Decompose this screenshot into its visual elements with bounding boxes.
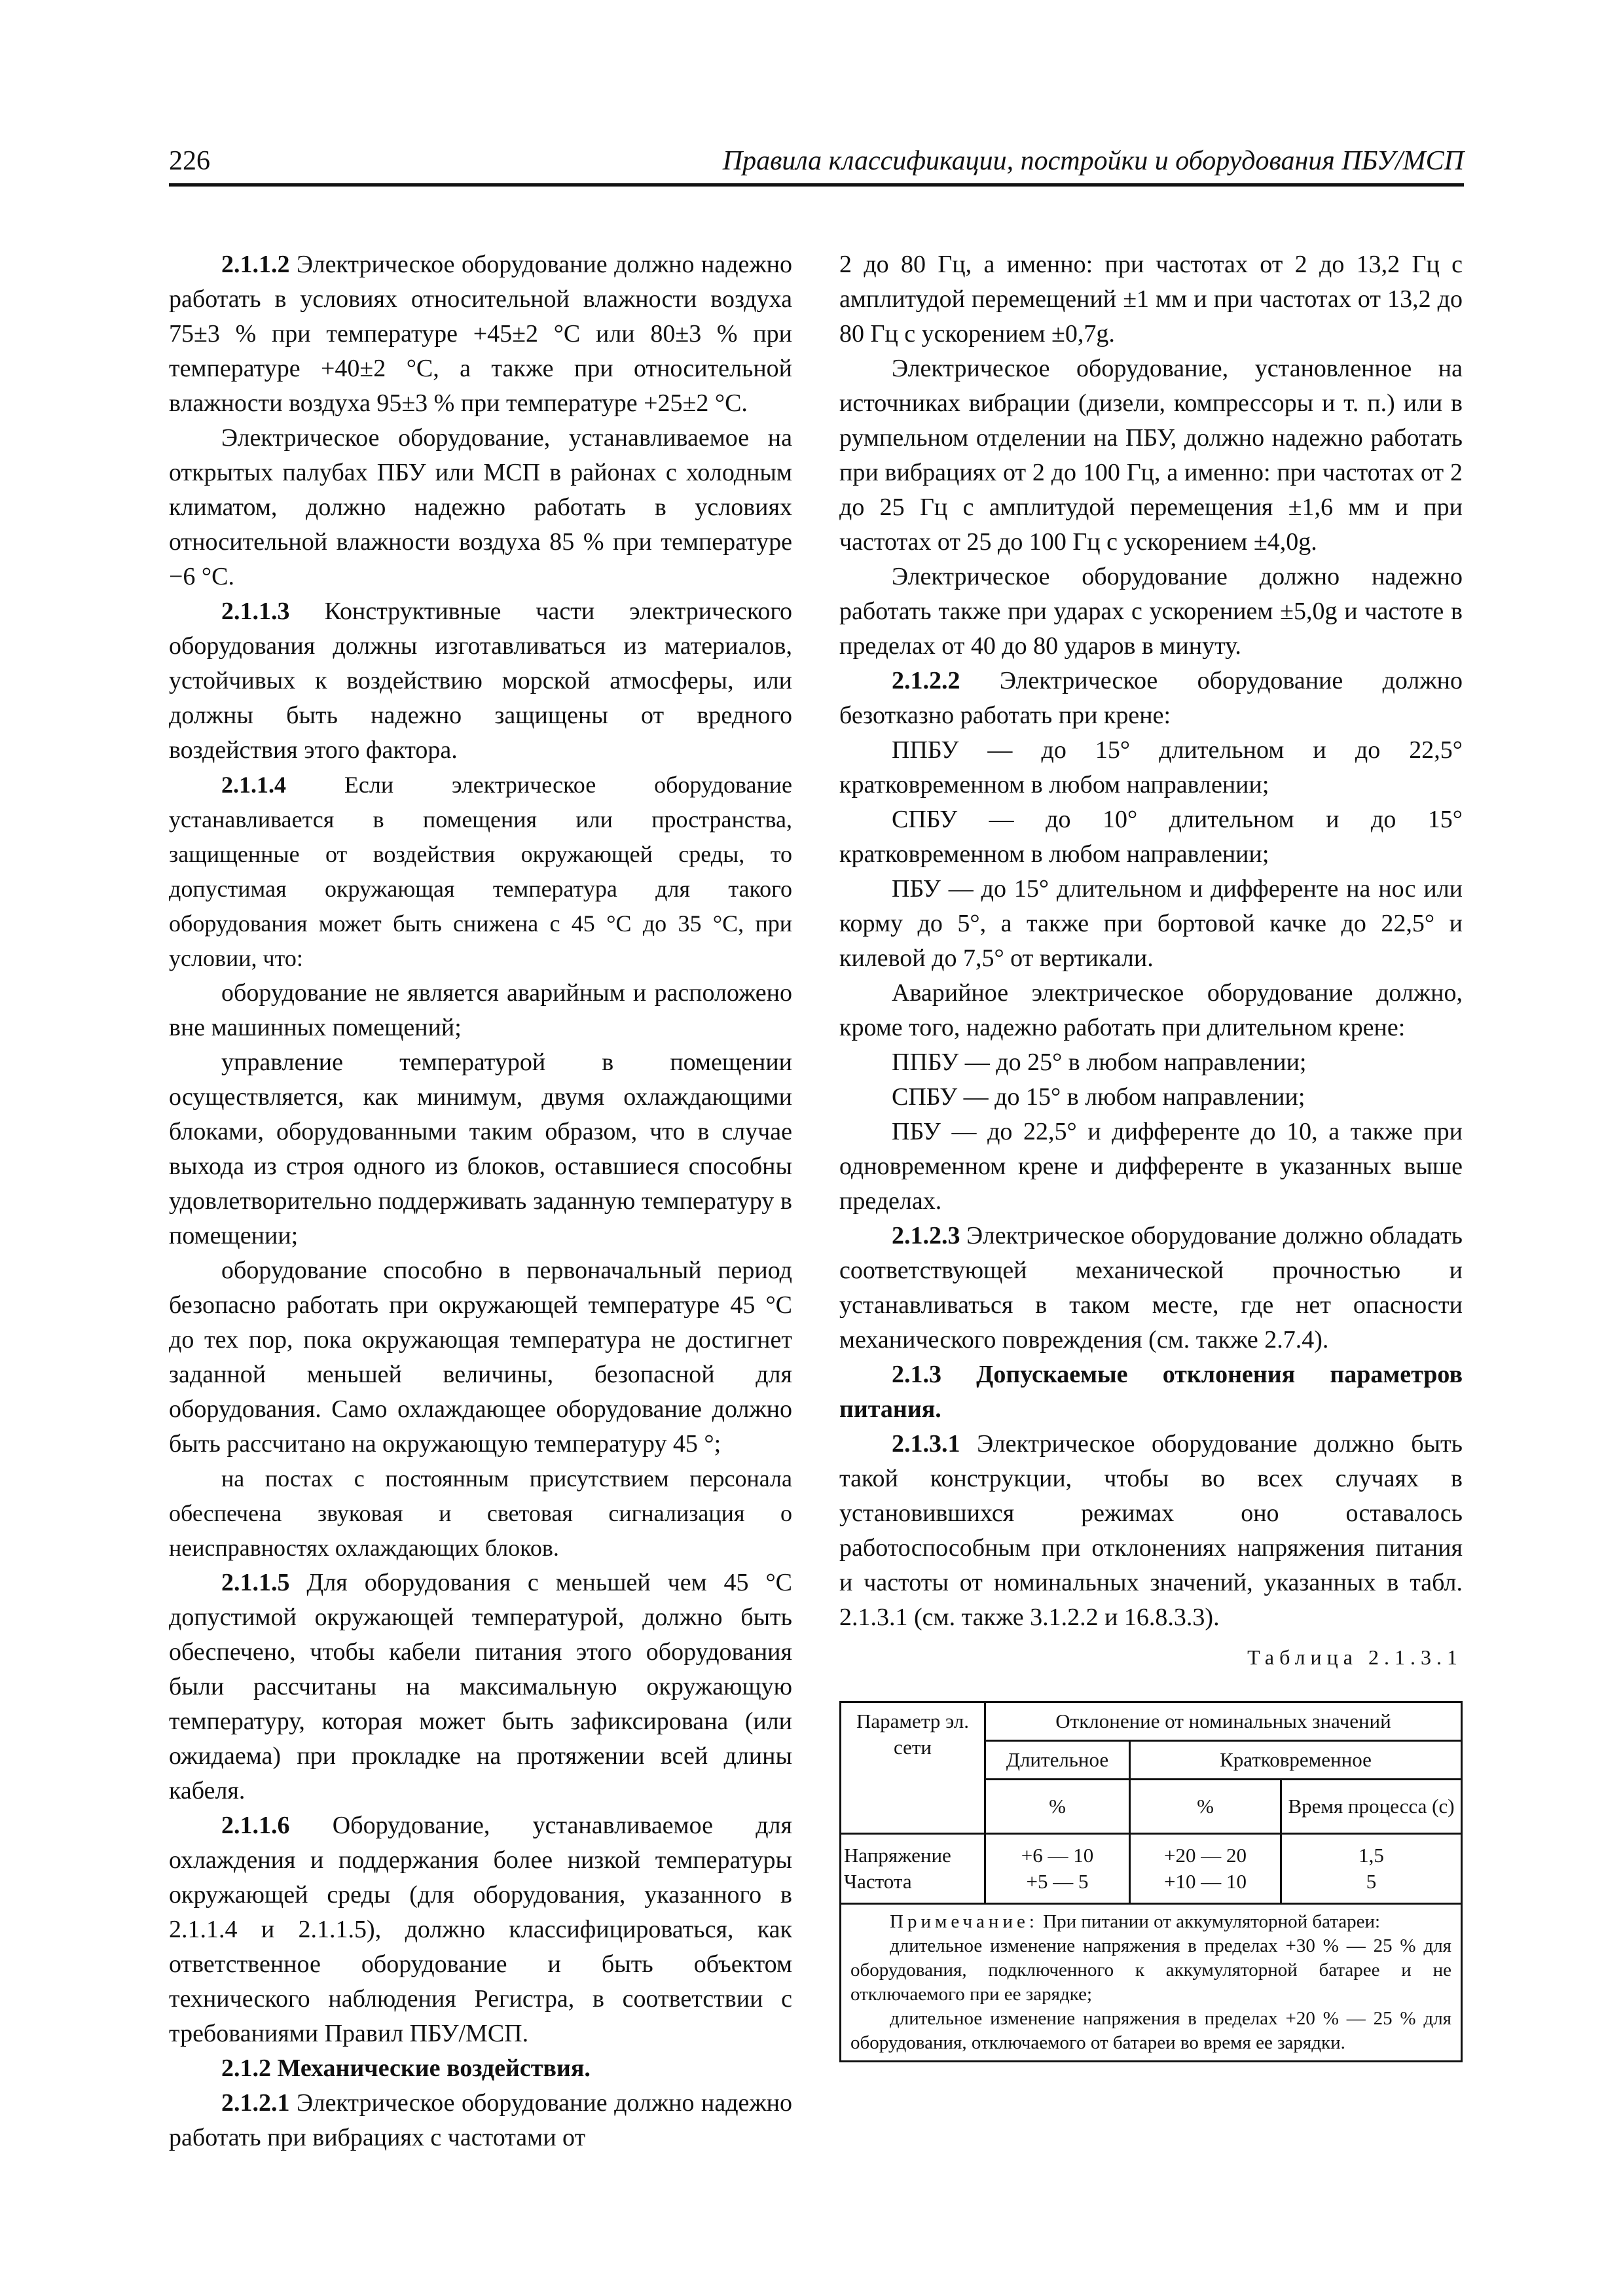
list-item: управление температурой в помещении осуществляется, как минимум, двумя охлаждающими блоками, оборудованными таким образом, что в случае выхода из строя одного из блоков, оставшиеся способны удовлетворительно поддерживать заданную температуру в помещении; <box>169 1049 792 1249</box>
paragraph-2-1-1-3: 2.1.1.3 Конструктивные части электрического оборудования должны изготавливаться из материалов, устойчивых к воздействию морской атмосферы, или должны быть надежно защищены от вредного воздействия этого фактора. <box>169 598 792 764</box>
running-title: Правила классификации, постройки и оборудования ПБУ/МСП <box>722 146 1464 176</box>
paragraph-2-1-1-5: 2.1.1.5 Для оборудования с меньшей чем 45 °С допустимой окружающей температурой, должно быть обеспечено, чтобы кабели питания этого оборудования были рассчитаны на максимальную окружающую температуру, которая может быть зафиксирована (или ожидаема) при прокладке на протяжении всей длины кабеля. <box>169 1569 792 1804</box>
header-cell: Параметр эл. сети <box>841 1702 985 1834</box>
table-cell <box>841 1834 985 1904</box>
table-row <box>841 1834 1462 1904</box>
paragraph-2-1-1-4: 2.1.1.4 Если электрическое оборудование устанавливается в помещения или пространства, защищенные от воздействия окружающей среды, то допустимая окружающая температура для такого оборудования может быть снижена с 45 °С до 35 °С, при условии, что: <box>169 772 792 971</box>
paragraph: 2 до 80 Гц, а именно: при частотах от 2 до 13,2 Гц с амплитудой перемещений ±1 мм и при частотах от 13,2 до 80 Гц с ускорением ±0,7g. <box>839 251 1463 348</box>
clause-number: 2.1.1.5 <box>221 1569 290 1596</box>
section-heading-2-1-3: 2.1.3 Допускаемые отклонения параметров питания. <box>839 1361 1463 1423</box>
header-cell: Отклонение от номинальных значений <box>985 1702 1462 1741</box>
clause-number: 2.1.2.2 <box>892 667 960 694</box>
paragraph: Электрическое оборудование, установленное на источниках вибрации (дизели, компрессоры и т. п.) или в румпельном отделении на ПБУ, должно надежно работать при вибрациях от 2 до 100 Гц, а именно: при частотах от 2 до 25 Гц с амплитудой перемещения ±1,6 мм и при частотах от 25 до 100 Гц с ускорением ±4,0g. <box>839 355 1463 556</box>
page-header <box>169 145 1464 187</box>
paragraph-2-1-1-6: 2.1.1.6 Оборудование, устанавливаемое для охлаждения и поддержания более низкой температуры окружающей среды (для оборудования, указанного в 2.1.1.4 и 2.1.1.5), должно классифицироваться, как ответственное оборудование и быть объектом технического наблюдения Регистра, в соответствии с требованиями Правил ПБУ/МСП. <box>169 1812 792 2047</box>
clause-number: 2.1.1.2 <box>221 251 290 278</box>
list-item: ППБУ — до 25° в любом направлении; <box>892 1049 1307 1076</box>
clause-number: 2.1.1.3 <box>221 598 290 625</box>
left-column <box>169 247 792 2155</box>
header-cell: % <box>1130 1780 1281 1834</box>
table-caption: Таблица 2.1.3.1 <box>1247 1645 1463 1669</box>
list-item: СПБУ — до 10° длительном и до 15° кратковременном в любом направлении; <box>839 806 1463 868</box>
list-item: ПБУ — до 22,5° и дифференте до 10, а также при одновременном крене и дифференте в указанных выше пределах. <box>839 1118 1463 1215</box>
paragraph-2-1-2-1: 2.1.2.1 Электрическое оборудование должно надежно работать при вибрациях с частотами от <box>169 2089 792 2151</box>
header-cell: Время процесса (с) <box>1281 1780 1462 1834</box>
paragraph: Электрическое оборудование должно надежно работать также при ударах с ускорением ±5,0g и частоте в пределах от 40 до 80 ударов в минуту. <box>839 563 1463 660</box>
right-column <box>839 247 1463 2062</box>
header-cell: Кратковременное <box>1130 1741 1462 1780</box>
clause-number: 2.1.1.6 <box>221 1812 290 1839</box>
paragraph-2-1-1-2: 2.1.1.2 Электрическое оборудование должно надежно работать в условиях относительной влажности воздуха 75±3 % при температуре +45±2 °С или 80±3 % при температуре +40±2 °С, а также при относительной влажности воздуха 95±3 % при температуре +25±2 °С. <box>169 251 792 417</box>
table-note: Примечание: При питании от аккумуляторной батареи: длительное изменение напряжения в пределах +30 % — 25 % для оборудования, подключенного к аккумуляторной батарее и не отключаемого при ее зарядке; длительное изменение напряжения в пределах +20 % — 25 % для оборудования, отключаемого от батареи во время ее зарядки. <box>841 1904 1462 2062</box>
list-item: оборудование не является аварийным и расположено вне машинных помещений; <box>169 979 792 1041</box>
clause-number: 2.1.1.4 <box>221 772 286 798</box>
row-name: Напряжение <box>844 1844 951 1867</box>
note-label: Примечание: <box>890 1911 1038 1932</box>
header-cell: % <box>985 1780 1130 1834</box>
paragraph: Аварийное электрическое оборудование должно, кроме того, надежно работать при длительном крене: <box>839 979 1463 1041</box>
clause-number: 2.1.2.1 <box>221 2089 290 2117</box>
row-name: Частота <box>844 1870 912 1893</box>
header-cell: Длительное <box>985 1741 1130 1780</box>
list-item: оборудование способно в первоначальный период безопасно работать при окружающей температуре 45 °С до тех пор, пока окружающая температура не достигнет заданной меньшей величины, безопасной для оборудования. Само охлаждающее оборудование должно быть рассчитано на окружающую температуру 45 °; <box>169 1257 792 1458</box>
list-item: СПБУ — до 15° в любом направлении; <box>892 1083 1305 1111</box>
table-cell: 1,5 5 <box>1281 1834 1462 1904</box>
clause-number: 2.1.2.3 <box>892 1222 960 1249</box>
list-item: на постах с постоянным присутствием персонала обеспечена звуковая и световая сигнализация о неисправностях охлаждающих блоков. <box>169 1465 792 1561</box>
paragraph-2-1-3-1: 2.1.3.1 Электрическое оборудование должно быть такой конструкции, чтобы во всех случаях в установившихся режимах оно оставалось работоспособным при отклонениях напряжения питания и частоты от номинальных значений, указанных в табл. 2.1.3.1 (см. также 3.1.2.2 и 16.8.3.3). <box>839 1430 1463 1631</box>
deviation-table <box>839 1701 1463 2062</box>
list-item: ПБУ — до 15° длительном и дифференте на нос или корму до 5°, а также при бортовой качке до 22,5° и килевой до 7,5° от вертикали. <box>839 875 1463 972</box>
paragraph-2-1-2-3: 2.1.2.3 Электрическое оборудование должно обладать соответствующей механической прочностью и устанавливаться в таком месте, где нет опасности механического повреждения (см. также 2.7.4). <box>839 1222 1463 1354</box>
table-cell: +20 — 20 +10 — 10 <box>1130 1834 1281 1904</box>
list-item: ППБУ — до 15° длительном и до 22,5° кратковременном в любом направлении; <box>839 736 1463 798</box>
clause-number: 2.1.3.1 <box>892 1430 960 1458</box>
table-cell: +6 — 10 +5 — 5 <box>985 1834 1130 1904</box>
paragraph-2-1-2-2: 2.1.2.2 Электрическое оборудование должно безотказно работать при крене: <box>839 667 1463 729</box>
section-heading-2-1-2: 2.1.2 Механические воздействия. <box>221 2054 591 2082</box>
page-number: 226 <box>169 146 210 176</box>
paragraph: Электрическое оборудование, устанавливаемое на открытых палубах ПБУ или МСП в районах с холодным климатом, должно надежно работать в условиях относительной влажности воздуха 85 % при температуре −6 °С. <box>169 424 792 590</box>
